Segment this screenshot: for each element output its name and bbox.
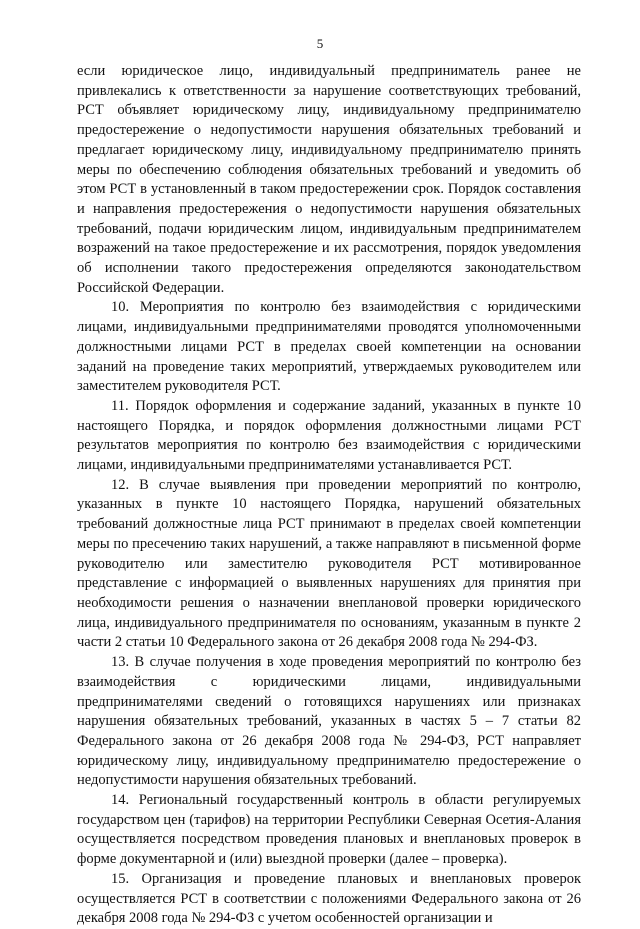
paragraph-10: 10. Мероприятия по контролю без взаимодействия с юридическими лицами, индивидуальными предпринимателями проводятся уполномоченными должностными лицами РСТ в пределах своей компетенции на основании заданий на проведение таких мероприятий, утверждаемых руководителем или заместителем руководителя РСТ. — [77, 299, 581, 395]
paragraph-13: 13. В случае получения в ходе проведения мероприятий по контролю без взаимодействия с юридическими лицами, индивидуальными предпринимателями сведений о готовящихся нарушениях или признаках нарушения обязательных требований, указанных в частях 5 – 7 статьи 82 Федерального закона от 26 декабря 2008 года № 294-ФЗ, РСТ направляет юридическому лицу, индивидуальному предпринимателю предостережение о недопустимости нарушения обязательных требований. — [77, 654, 581, 789]
page-number: 5 — [316, 36, 324, 51]
paragraph-12: 12. В случае выявления при проведении мероприятий по контролю, указанных в пункте 10 настоящего Порядка, нарушений обязательных требований должностные лица РСТ принимают в пределах своей компетенции меры по пресечению таких нарушений, а также направляют в письменной форме руководителю или заместителю руководителя РСТ мотивированное представление с информацией о выявленных нарушениях для принятия при необходимости решения о назначении внеплановой проверки юридического лица, индивидуального предпринимателя по основаниям, указанным в пункте 2 части 2 статьи 10 Федерального закона от 26 декабря 2008 года № 294-ФЗ. — [77, 476, 581, 651]
paragraph-11: 11. Порядок оформления и содержание заданий, указанных в пункте 10 настоящего Порядка, и порядок оформления должностными лицами РСТ результатов мероприятия по контролю без взаимодействия с юридическими лицами, индивидуальными предпринимателями устанавливается РСТ. — [77, 397, 581, 474]
paragraph-14: 14. Региональный государственный контроль в области регулируемых государством цен (тарифов) на территории Республики Северная Осетия-Алания осуществляется посредством проведения плановых и внеплановых проверок в форме документарной и (или) выездной проверки (далее – проверка). — [77, 792, 581, 868]
paragraph-15: 15. Организация и проведение плановых и внеплановых проверок осуществляется РСТ в соответствии с положениями Федерального закона от 26 декабря 2008 года № 294-ФЗ с учетом особенностей организации и — [77, 870, 581, 927]
document-body — [77, 62, 581, 929]
paragraph-continuation: если юридическое лицо, индивидуальный предприниматель ранее не привлекались к ответственности за нарушение соответствующих требований, РСТ объявляет юридическому лицу, индивидуальному предпринимателю предостережение о недопустимости нарушения обязательных требований и предлагает юридическому лицу, индивидуальному предпринимателю принять меры по обеспечению соблюдения обязательных требований и уведомить об этом РСТ в установленный в таком предостережении срок. Порядок составления и направления предостережения о недопустимости нарушения обязательных требований, подачи юридическим лицом, индивидуальным предпринимателем возражений на такое предостережение и их рассмотрения, порядок уведомления об исполнении такого предостережения определяются законодательством Российской Федерации. — [77, 63, 581, 296]
